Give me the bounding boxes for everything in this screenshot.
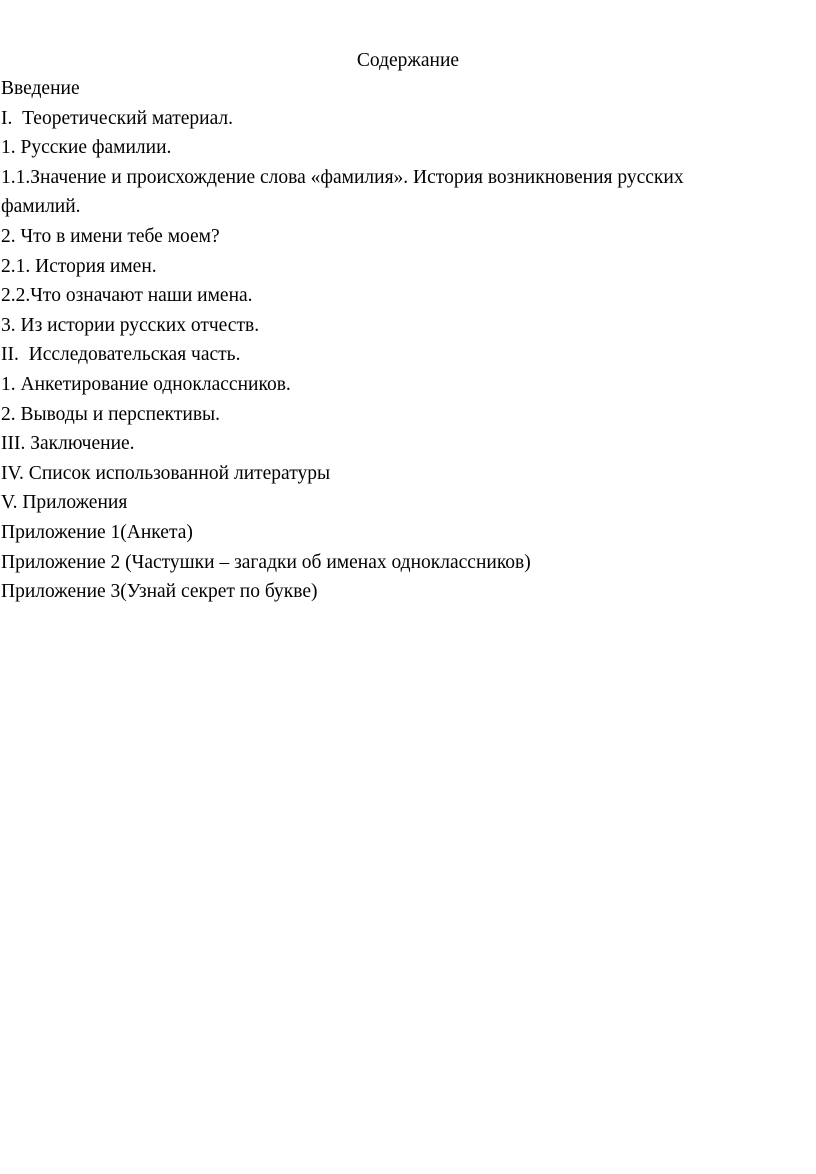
table-of-contents xyxy=(1,74,801,607)
toc-item: 2.1. История имен. xyxy=(1,255,157,277)
toc-item: II. Исследовательская часть. xyxy=(1,344,241,366)
toc-item: Введение xyxy=(1,78,80,99)
toc-item: фамилий. xyxy=(1,196,81,218)
toc-item: Приложение 1(Анкета) xyxy=(1,521,193,543)
toc-item: I. Теоретический материал. xyxy=(1,107,234,129)
toc-item: 1.1.Значение и происхождение слова «фамилия». История возникновения русских xyxy=(1,166,684,188)
toc-item: IV. Список использованной литературы xyxy=(1,462,331,484)
toc-item: III. Заключение. xyxy=(1,433,135,455)
toc-item: 1. Русские фамилии. xyxy=(1,137,172,159)
page-title: Содержание xyxy=(356,50,460,71)
toc-item: 3. Из истории русских отчеств. xyxy=(1,314,260,336)
toc-item: 2. Что в имени тебе моем? xyxy=(1,225,220,247)
toc-item: 2. Выводы и перспективы. xyxy=(1,403,221,425)
toc-item: Приложение 2 (Частушки – загадки об именах одноклассников) xyxy=(1,551,531,573)
toc-item: V. Приложения xyxy=(1,492,128,514)
toc-item: Приложение 3(Узнай секрет по букве) xyxy=(1,581,318,603)
toc-item: 2.2.Что означают наши имена. xyxy=(1,285,253,307)
toc-item: 1. Анкетирование одноклассников. xyxy=(1,373,291,395)
